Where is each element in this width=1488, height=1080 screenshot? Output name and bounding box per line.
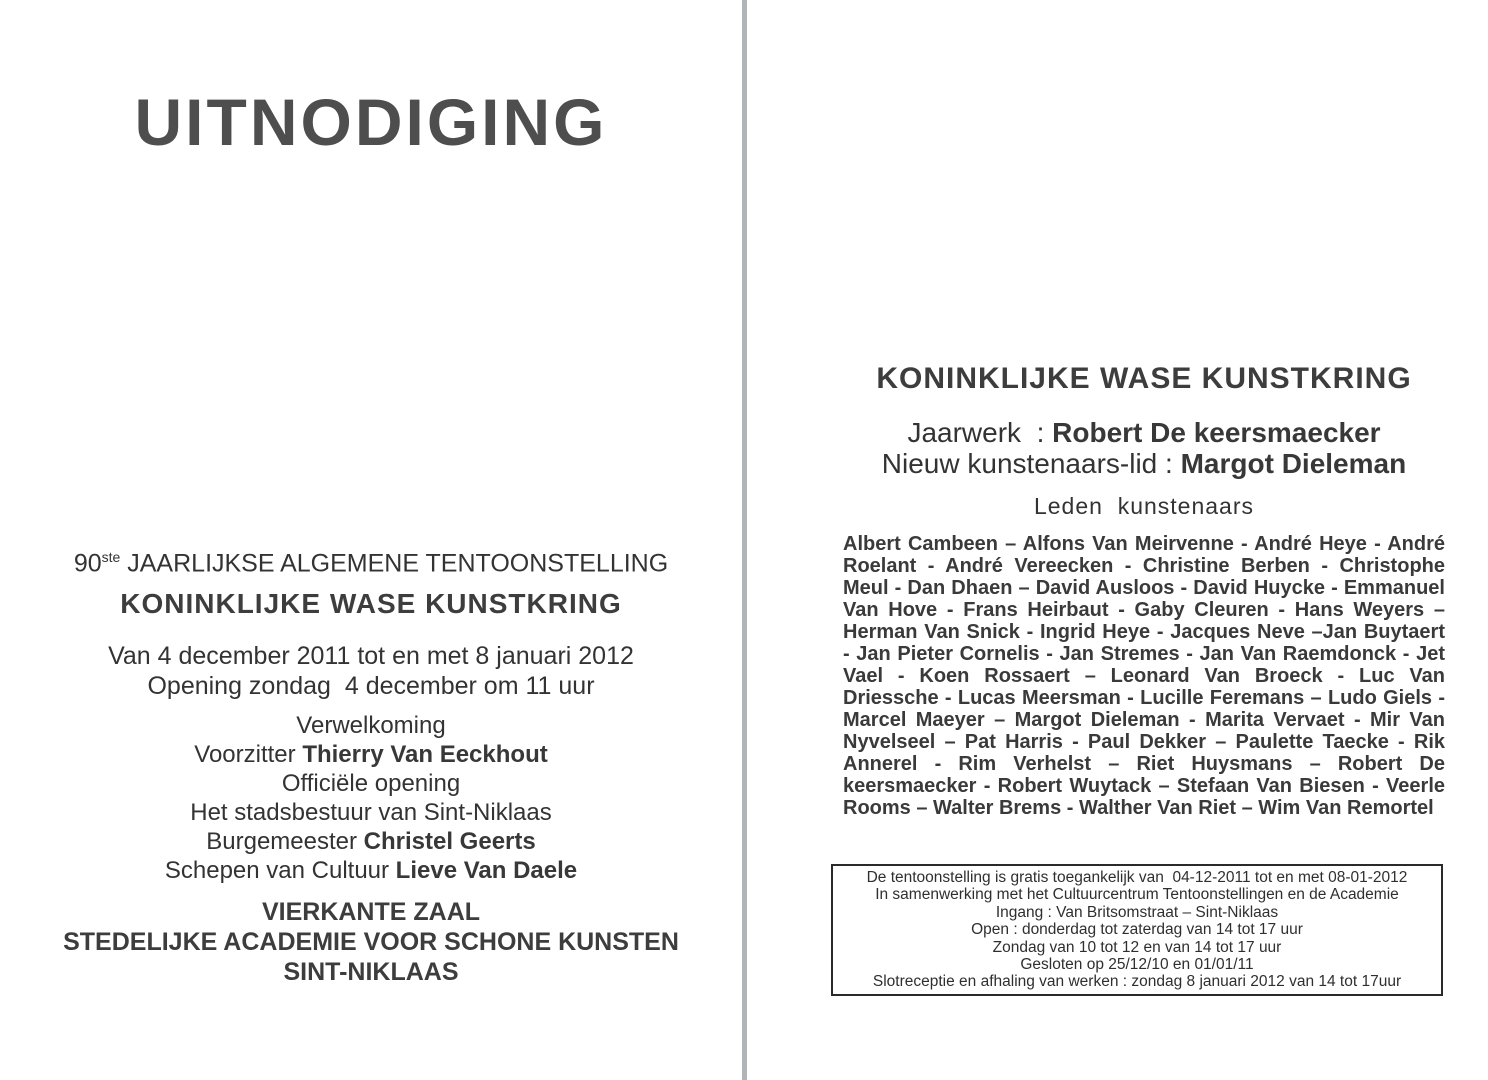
program-line-welcome [0, 711, 742, 740]
venue-block [0, 897, 742, 987]
edition-ordinal-suffix: ste [101, 549, 121, 565]
jaarwerk-line [843, 417, 1445, 449]
left-page [0, 0, 742, 1080]
right-page [747, 0, 1488, 1080]
invitation-title: UITNODIGING [134, 85, 608, 159]
program-line-alderman [0, 856, 742, 885]
program-name: Christel Geerts [363, 828, 536, 855]
program-line-official-opening [0, 769, 742, 798]
edition-text: JAARLIJKSE ALGEMENE TENTOONSTELLING [120, 549, 669, 578]
opening-line: Opening zondag 4 december om 11 uur [147, 672, 595, 700]
info-line-entrance: Ingang : Van Britsomstraat – Sint-Niklaas [995, 903, 1279, 921]
info-line-closed-dates: Gesloten op 25/12/10 en 01/01/11 [1020, 956, 1254, 974]
program-name: Lieve Van Daele [395, 857, 578, 884]
jaarwerk-label: Jaarwerk : [907, 417, 1053, 448]
organization-name-left: KONINKLIJKE WASE KUNSTKRING [120, 588, 622, 619]
new-member-artist-name: Margot Dieleman [1180, 448, 1407, 479]
program-line-chairman [0, 740, 742, 769]
program-line-mayor [0, 827, 742, 856]
program-text: Het stadsbestuur van Sint-Niklaas [190, 799, 552, 826]
opening-program-block [0, 711, 742, 885]
program-text: Voorzitter [194, 741, 303, 768]
info-line-closing-reception: Slotreceptie en afhaling van werken : zondag 8 januari 2012 van 14 tot 17uur [872, 973, 1402, 991]
venue-hall: VIERKANTE ZAAL [261, 898, 481, 926]
venue-city: SINT-NIKLAAS [283, 958, 459, 986]
organization-name-right: KONINKLIJKE WASE KUNSTKRING [876, 362, 1412, 395]
edition-line [0, 549, 742, 578]
info-line-cooperation: In samenwerking met het Cultuurcentrum Tentoonstellingen en de Academie [875, 886, 1399, 904]
date-range-line: Van 4 december 2011 tot en met 8 januari 2012 [108, 642, 634, 670]
exhibition-info-box [831, 864, 1443, 996]
venue-academy: STEDELIJKE ACADEMIE VOOR SCHONE KUNSTEN [63, 928, 679, 956]
program-text: Officiële opening [281, 770, 461, 797]
exhibition-dates-block [0, 641, 742, 701]
info-line-free-entry: De tentoonstelling is gratis toegankelijk van 04-12-2011 tot en met 08-01-2012 [866, 869, 1408, 886]
program-text: Verwelkoming [296, 712, 446, 739]
members-paragraph: Albert Cambeen – Alfons Van Meirvenne - André Heye - André Roelant - André Vereecken - Christine Berben - Christophe Meul - Dan Dhaen – David Ausloos - David Huycke - Emmanuel Van Hove - Frans Heirbaut - Gaby Cleuren - Hans Weyers – Herman Van Snick - Ingrid Heye - Jacques Neve –Jan Buytaert - Jan Pieter Cornelis - Jan Stremes - Jan Van Raemdonck - Jet Vael - Koen Rossaert – Leonard Van Broeck - Luc Van Driessche - Lucas Meersman - Lucille Feremans – Ludo Giels - Marcel Maeyer – Margot Dieleman - Marita Vervaet - Mir Van Nyvelseel – Pat Harris - Paul Dekker – Paulette Taecke - Rik Annerel - Rim Verhelst – Riet Huysmans – Robert De keersmaecker - Robert Wuytack – Stefaan Van Biesen - Veerle Rooms – Walter Brems - Walther Van Riet – Wim Van Remortel [843, 533, 1445, 819]
program-line-city-council [0, 798, 742, 827]
members-heading: Leden kunstenaars [1033, 493, 1255, 519]
new-member-line [843, 448, 1445, 480]
info-line-open-hours: Open : donderdag tot zaterdag van 14 tot 17 uur [971, 921, 1303, 939]
program-text: Schepen van Cultuur [164, 857, 396, 884]
info-line-sunday-hours: Zondag van 10 tot 12 en van 14 tot 17 uur [992, 938, 1282, 956]
program-name: Thierry Van Eeckhout [302, 741, 548, 768]
new-member-label: Nieuw kunstenaars-lid : [881, 448, 1181, 479]
edition-number: 90 [73, 549, 102, 578]
jaarwerk-artist-name: Robert De keersmaecker [1052, 417, 1381, 448]
program-text: Burgemeester [206, 828, 364, 855]
